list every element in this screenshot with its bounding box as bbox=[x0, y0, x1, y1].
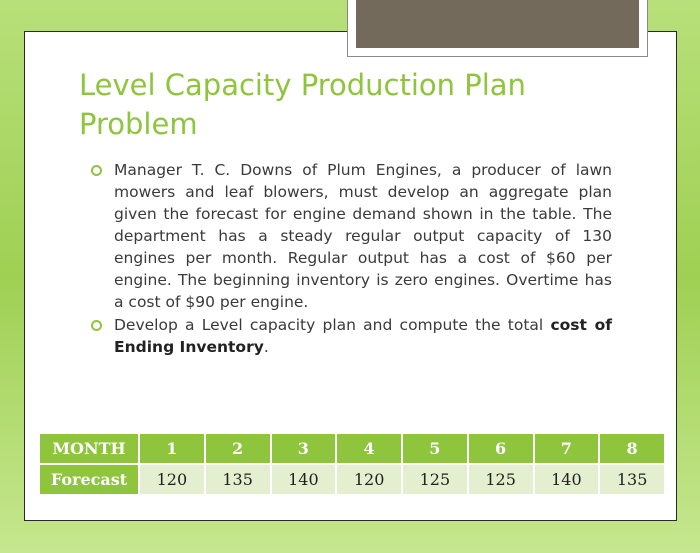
bullet-text-problem: Manager T. C. Downs of Plum Engines, a producer of lawn mowers and leaf blowers, must develop an aggregate plan given the forecast for engine demand shown in the table. The department has a steady regular output capacity of 130 engines per month. Regular output has a cost of $60 per engine. The beginning inventory is zero engines. Overtime has a cost of $90 per engine. bbox=[114, 161, 612, 311]
bullet-item-task bbox=[90, 314, 612, 358]
bullet-item-problem bbox=[90, 159, 612, 313]
month-header-label: MONTH bbox=[39, 433, 139, 464]
forecast-cell: 120 bbox=[336, 464, 402, 495]
forecast-cell: 125 bbox=[402, 464, 468, 495]
forecast-cell: 140 bbox=[271, 464, 337, 495]
forecast-cell: 135 bbox=[599, 464, 665, 495]
month-cell: 4 bbox=[336, 433, 402, 464]
forecast-cell: 140 bbox=[534, 464, 600, 495]
top-tab-decoration bbox=[356, 0, 639, 48]
bullet-text-task-bold: cost of Ending Inventory bbox=[114, 316, 612, 356]
forecast-row-label: Forecast bbox=[39, 464, 139, 495]
bullet-text-task-end: . bbox=[263, 338, 269, 356]
month-cell: 6 bbox=[468, 433, 534, 464]
slide-title: Level Capacity Production Plan Problem bbox=[79, 68, 526, 141]
forecast-cell: 120 bbox=[139, 464, 205, 495]
forecast-table bbox=[38, 432, 666, 496]
month-cell: 3 bbox=[271, 433, 337, 464]
month-cell: 7 bbox=[534, 433, 600, 464]
table-header-row bbox=[39, 433, 665, 464]
circle-bullet-icon bbox=[91, 320, 102, 331]
bullet-list bbox=[90, 159, 612, 359]
forecast-cell: 135 bbox=[205, 464, 271, 495]
month-cell: 1 bbox=[139, 433, 205, 464]
month-cell: 8 bbox=[599, 433, 665, 464]
table-row-forecast bbox=[39, 464, 665, 495]
bullet-text-task: Develop a Level capacity plan and compute the total bbox=[114, 316, 551, 334]
circle-bullet-icon bbox=[91, 165, 102, 176]
month-cell: 2 bbox=[205, 433, 271, 464]
month-cell: 5 bbox=[402, 433, 468, 464]
forecast-cell: 125 bbox=[468, 464, 534, 495]
